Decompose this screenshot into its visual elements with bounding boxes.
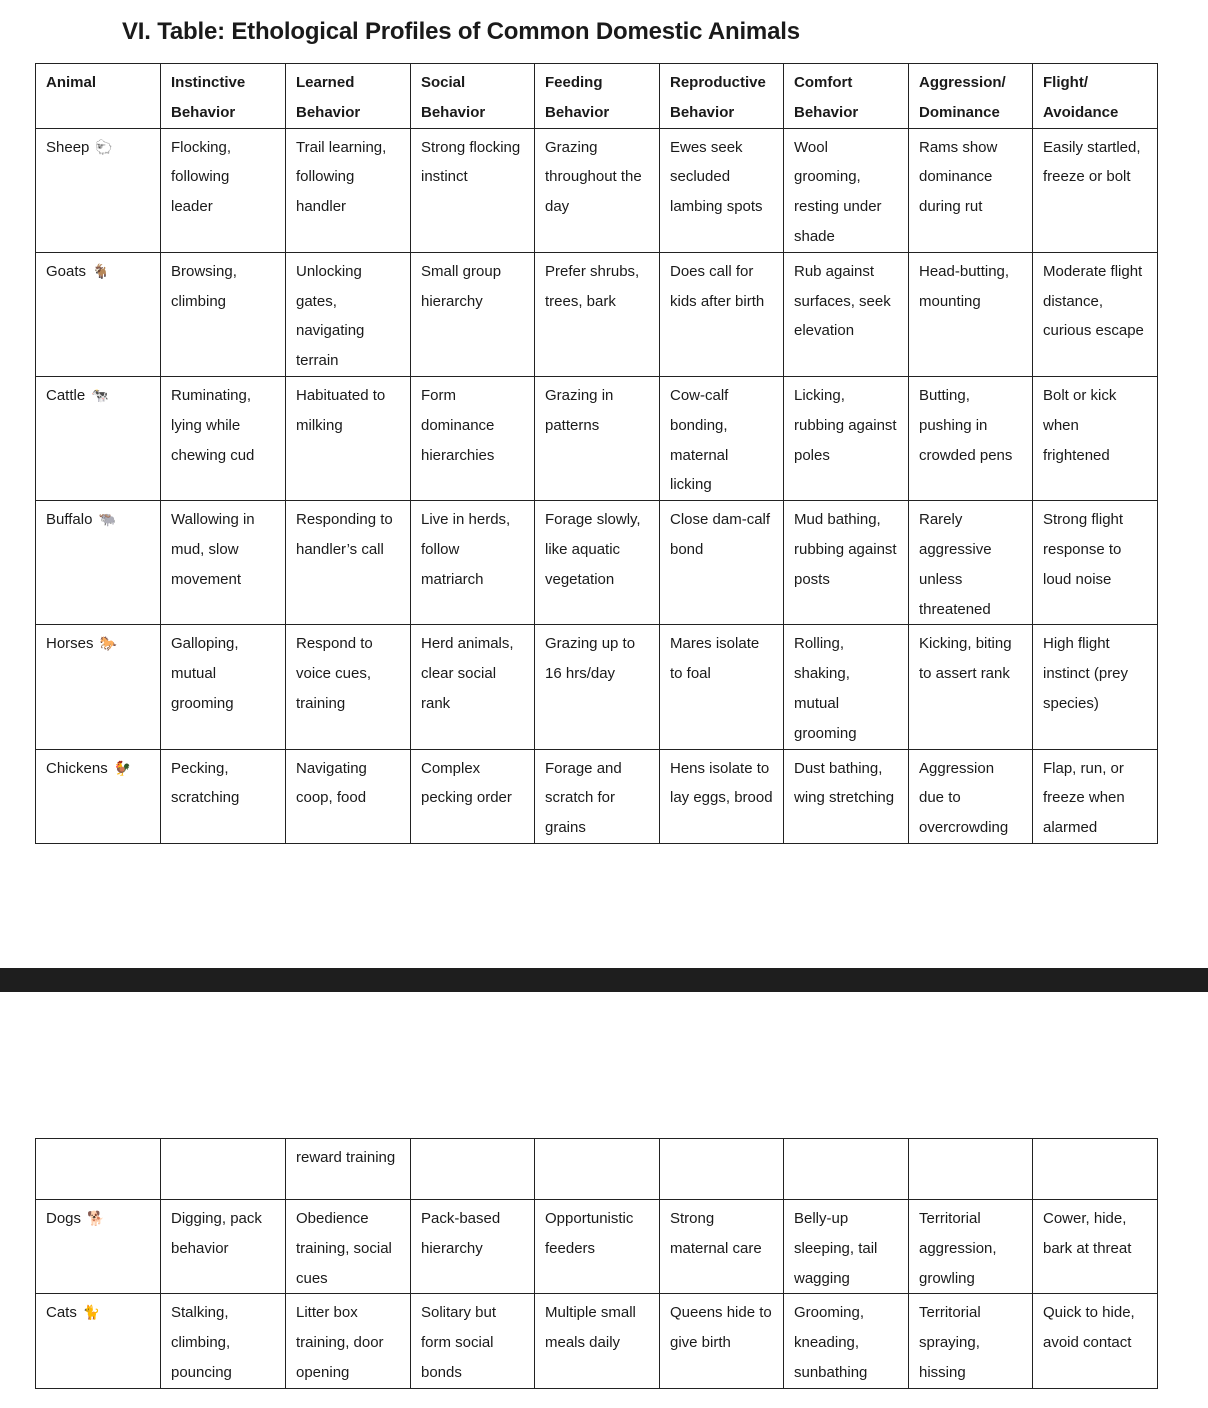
table-cell-feeding: Grazing throughout the day bbox=[535, 128, 660, 252]
cats-icon: 🐈 bbox=[82, 1305, 101, 1322]
page-title: VI. Table: Ethological Profiles of Common Domestic Animals bbox=[122, 18, 800, 45]
table-cell-aggression bbox=[909, 1139, 1033, 1200]
column-header-instinctive-behavior bbox=[161, 64, 286, 129]
table-cell-social: Small group hierarchy bbox=[411, 252, 535, 376]
table-cell-comfort: Dust bathing, wing stretching bbox=[784, 749, 909, 843]
column-header-line: Avoidance bbox=[1043, 103, 1119, 121]
table-cell-reproductive bbox=[660, 1139, 784, 1200]
table-cell-aggression: Aggression due to overcrowding bbox=[909, 749, 1033, 843]
table-row-goats bbox=[36, 252, 1158, 376]
table-row-buffalo bbox=[36, 501, 1158, 625]
table-cell-aggression: Rarely aggressive unless threatened bbox=[909, 501, 1033, 625]
dogs-icon: 🐕 bbox=[87, 1211, 105, 1227]
horses-icon: 🐎 bbox=[99, 636, 117, 653]
animal-name: Dogs bbox=[46, 1210, 82, 1227]
table-cell-social: Solitary but form social bonds bbox=[411, 1294, 535, 1388]
column-header-line: Behavior bbox=[794, 103, 859, 121]
animal-name-cell bbox=[36, 1200, 161, 1294]
table-cell-reproductive: Cow-calf bonding, maternal licking bbox=[660, 376, 784, 500]
table-cell-reproductive: Queens hide to give birth bbox=[660, 1294, 784, 1388]
page-break-bar bbox=[0, 968, 1208, 992]
table-cell-learned: Obedience training, social cues bbox=[286, 1200, 411, 1294]
ethology-table-part-1 bbox=[35, 63, 1158, 844]
chickens-icon: 🐓 bbox=[113, 760, 132, 777]
table-cell-flight: Quick to hide, avoid contact bbox=[1033, 1294, 1158, 1388]
column-header-social-behavior bbox=[411, 64, 535, 129]
table-cell-feeding bbox=[535, 1139, 660, 1200]
animal-name-cell bbox=[36, 252, 161, 376]
table-cell-comfort bbox=[784, 1139, 909, 1200]
table-cell-learned: Trail learning, following handler bbox=[286, 128, 411, 252]
table-cell-comfort: Rub against surfaces, seek elevation bbox=[784, 252, 909, 376]
table-row-cattle bbox=[36, 376, 1158, 500]
column-header-comfort-behavior bbox=[784, 64, 909, 129]
table-cell-aggression: Kicking, biting to assert rank bbox=[909, 625, 1033, 749]
animal-name-cell bbox=[36, 625, 161, 749]
buffalo-icon: 🐃 bbox=[98, 512, 116, 529]
table-cell-aggression: Head-butting, mounting bbox=[909, 252, 1033, 376]
column-header-aggression-dominance bbox=[909, 64, 1033, 129]
table-cell-flight: Flap, run, or freeze when alarmed bbox=[1033, 749, 1158, 843]
animal-name: Buffalo bbox=[46, 511, 93, 529]
animal-name: Cats bbox=[46, 1304, 77, 1322]
table-cell-instinctive: Digging, pack behavior bbox=[161, 1200, 286, 1294]
goats-icon: 🐐 bbox=[92, 263, 110, 280]
animal-name: Cattle bbox=[46, 386, 86, 404]
table-cell-instinctive: Stalking, climbing, pouncing bbox=[161, 1294, 286, 1388]
table-cell-social: Herd animals, clear social rank bbox=[411, 625, 535, 749]
column-header-line: Feeding bbox=[545, 74, 603, 91]
column-header-line: Behavior bbox=[545, 103, 610, 121]
column-header-line: Reproductive bbox=[670, 74, 766, 91]
table-cell-comfort: Wool grooming, resting under shade bbox=[784, 128, 909, 252]
column-header-line: Instinctive bbox=[171, 74, 246, 91]
table-cell-instinctive: Flocking, following leader bbox=[161, 128, 286, 252]
table-row-cats bbox=[36, 1294, 1158, 1388]
table-cell-social bbox=[411, 1139, 535, 1200]
animal-name-cell bbox=[36, 501, 161, 625]
table-row-horses bbox=[36, 625, 1158, 749]
column-header-line: Social bbox=[421, 74, 466, 91]
column-header-line: Comfort bbox=[794, 74, 853, 91]
column-header-line: Animal bbox=[46, 74, 97, 91]
table-cell-learned: Habituated to milking bbox=[286, 376, 411, 500]
table-cell-flight: High flight instinct (prey species) bbox=[1033, 625, 1158, 749]
table-cell-feeding: Multiple small meals daily bbox=[535, 1294, 660, 1388]
ethology-table-part-2 bbox=[35, 1138, 1158, 1389]
table-cell-comfort: Licking, rubbing against poles bbox=[784, 376, 909, 500]
table-cell-reproductive: Close dam-calf bond bbox=[660, 501, 784, 625]
table-cell-comfort: Grooming, kneading, sunbathing bbox=[784, 1294, 909, 1388]
column-header-line: Aggression/ bbox=[919, 74, 1006, 91]
table-cell-reproductive: Mares isolate to foal bbox=[660, 625, 784, 749]
table-cell-social: Live in herds, follow matriarch bbox=[411, 501, 535, 625]
animal-name-cell bbox=[36, 376, 161, 500]
table-cell-learned: reward training bbox=[286, 1139, 411, 1200]
table-cell-learned: Navigating coop, food bbox=[286, 749, 411, 843]
table-cell-social: Strong flocking instinct bbox=[411, 128, 535, 252]
animal-name: Chickens bbox=[46, 759, 108, 777]
column-header-line: Behavior bbox=[171, 103, 236, 121]
animal-name: Sheep bbox=[46, 138, 90, 156]
table-row-chickens bbox=[36, 749, 1158, 843]
table-cell-flight bbox=[1033, 1139, 1158, 1200]
column-header-line: Flight/ bbox=[1043, 74, 1088, 91]
table-cell-flight: Strong flight response to loud noise bbox=[1033, 501, 1158, 625]
table-header-row bbox=[36, 64, 1158, 129]
table-cell-feeding: Opportunistic feeders bbox=[535, 1200, 660, 1294]
table-cell-learned: Unlocking gates, navigating terrain bbox=[286, 252, 411, 376]
table-cell-learned: Litter box training, door opening bbox=[286, 1294, 411, 1388]
table-cell-instinctive: Ruminating, lying while chewing cud bbox=[161, 376, 286, 500]
table-cell-aggression: Territorial aggression, growling bbox=[909, 1200, 1033, 1294]
table-row-continued bbox=[36, 1139, 1158, 1200]
table-cell-feeding: Forage and scratch for grains bbox=[535, 749, 660, 843]
table-row-dogs bbox=[36, 1200, 1158, 1294]
table-cell-comfort: Rolling, shaking, mutual grooming bbox=[784, 625, 909, 749]
column-header-line: Learned bbox=[296, 74, 355, 91]
column-header-line: Behavior bbox=[670, 103, 735, 121]
table-cell-flight: Cower, hide, bark at threat bbox=[1033, 1200, 1158, 1294]
table-cell-instinctive: Pecking, scratching bbox=[161, 749, 286, 843]
animal-name: Horses bbox=[46, 635, 94, 653]
table-cell-feeding: Prefer shrubs, trees, bark bbox=[535, 252, 660, 376]
table-cell-comfort: Mud bathing, rubbing against posts bbox=[784, 501, 909, 625]
table-cell-flight: Easily startled, freeze or bolt bbox=[1033, 128, 1158, 252]
animal-name-cell bbox=[36, 128, 161, 252]
animal-name-cell bbox=[36, 749, 161, 843]
table-row-sheep bbox=[36, 128, 1158, 252]
table-cell-reproductive: Ewes seek secluded lambing spots bbox=[660, 128, 784, 252]
table-cell-reproductive: Strong maternal care bbox=[660, 1200, 784, 1294]
sheep-icon: 🐑 bbox=[95, 139, 113, 156]
column-header-feeding-behavior bbox=[535, 64, 660, 129]
table-cell-feeding: Grazing up to 16 hrs/day bbox=[535, 625, 660, 749]
cattle-icon: 🐄 bbox=[91, 387, 109, 404]
table-cell-social: Pack-based hierarchy bbox=[411, 1200, 535, 1294]
column-header-animal bbox=[36, 64, 161, 129]
table-cell-aggression: Rams show dominance during rut bbox=[909, 128, 1033, 252]
table-cell-flight: Moderate flight distance, curious escape bbox=[1033, 252, 1158, 376]
table-cell-reproductive: Does call for kids after birth bbox=[660, 252, 784, 376]
animal-name: Goats bbox=[46, 262, 87, 280]
column-header-reproductive-behavior bbox=[660, 64, 784, 129]
table-cell-aggression: Territorial spraying, hissing bbox=[909, 1294, 1033, 1388]
table-cell-instinctive bbox=[161, 1139, 286, 1200]
table-cell-comfort: Belly-up sleeping, tail wagging bbox=[784, 1200, 909, 1294]
animal-name-cell bbox=[36, 1139, 161, 1200]
column-header-line: Dominance bbox=[919, 103, 1000, 121]
table-cell-social: Form dominance hierarchies bbox=[411, 376, 535, 500]
table-cell-learned: Responding to handler’s call bbox=[286, 501, 411, 625]
table-cell-aggression: Butting, pushing in crowded pens bbox=[909, 376, 1033, 500]
animal-name-cell bbox=[36, 1294, 161, 1388]
column-header-learned-behavior bbox=[286, 64, 411, 129]
table-cell-learned: Respond to voice cues, training bbox=[286, 625, 411, 749]
table-cell-feeding: Forage slowly, like aquatic vegetation bbox=[535, 501, 660, 625]
table-cell-instinctive: Browsing, climbing bbox=[161, 252, 286, 376]
column-header-line: Behavior bbox=[296, 103, 361, 121]
column-header-line: Behavior bbox=[421, 103, 486, 121]
table-cell-social: Complex pecking order bbox=[411, 749, 535, 843]
table-cell-feeding: Grazing in patterns bbox=[535, 376, 660, 500]
table-cell-instinctive: Galloping, mutual grooming bbox=[161, 625, 286, 749]
table-cell-flight: Bolt or kick when frightened bbox=[1033, 376, 1158, 500]
table-cell-instinctive: Wallowing in mud, slow movement bbox=[161, 501, 286, 625]
column-header-flight-avoidance bbox=[1033, 64, 1158, 129]
table-cell-reproductive: Hens isolate to lay eggs, brood bbox=[660, 749, 784, 843]
